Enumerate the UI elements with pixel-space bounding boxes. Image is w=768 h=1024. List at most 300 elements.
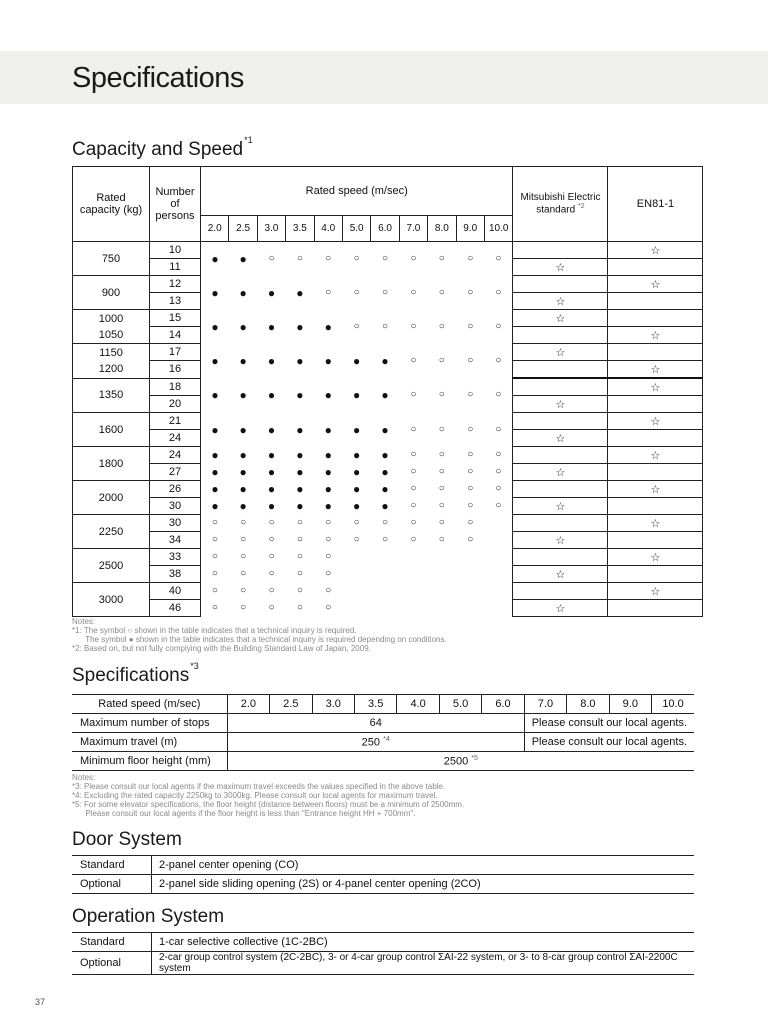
- capacity-row: [73, 481, 703, 498]
- spec-consult-text: Please consult our local agents.: [524, 714, 694, 733]
- specifications-notes: [72, 773, 464, 818]
- persons-cell: 21: [150, 413, 201, 430]
- en81-mark: [608, 310, 703, 327]
- operation-row-optional: [72, 952, 694, 975]
- mitsubishi-standard-mark: ☆: [513, 532, 608, 549]
- persons-cell: 11: [150, 259, 201, 276]
- speed-symbol: ○: [325, 585, 332, 596]
- speed-symbol: ●: [296, 353, 304, 368]
- persons-cell: 13: [150, 293, 201, 310]
- speed-symbol: ●: [324, 499, 332, 513]
- spec-row-max-stops: [72, 714, 694, 733]
- capacity-row: [73, 600, 703, 617]
- speed-header-cell: 5.0: [342, 215, 370, 241]
- persons-cell: 27: [150, 464, 201, 481]
- speed-symbol: ●: [267, 353, 276, 368]
- speed-symbol: ○: [268, 585, 275, 596]
- speed-symbol: ●: [353, 448, 361, 462]
- speed-symbol: ●: [324, 319, 332, 334]
- capacity-cell: [73, 276, 150, 310]
- speed-symbol: ○: [410, 500, 417, 511]
- speed-symbol: ●: [267, 499, 276, 513]
- speed-symbol: ○: [325, 517, 332, 528]
- operation-system-heading: Operation System: [72, 906, 225, 927]
- speed-header-cell: 2.0: [201, 215, 229, 241]
- capacity-value: 1600: [98, 423, 124, 436]
- speed-symbol: ●: [267, 422, 276, 437]
- speed-symbol: ○: [268, 534, 275, 545]
- en81-mark: ☆: [608, 447, 703, 464]
- speed-symbol: ○: [325, 534, 332, 545]
- note-line: *3: Please consult our local agents if the maximum travel exceeds the values specified in the above table.: [72, 782, 446, 791]
- capacity-value: 2500: [98, 559, 124, 572]
- speed-header-cell: 2.5: [229, 215, 257, 241]
- speed-symbol: ○: [467, 483, 474, 494]
- speed-symbol: ●: [239, 388, 247, 403]
- speed-symbol: [484, 515, 513, 532]
- persons-cell: 20: [150, 396, 201, 413]
- speed-symbol: ○: [240, 602, 247, 613]
- speed-symbol: [456, 583, 484, 600]
- capacity-row: [73, 242, 703, 259]
- speed-symbol: ○: [268, 252, 275, 264]
- en81-mark: ☆: [608, 515, 703, 532]
- speed-symbol: ○: [325, 252, 332, 264]
- speed-header-cell: 6.0: [371, 215, 399, 241]
- speed-symbol: ○: [467, 252, 474, 264]
- speed-symbol: ○: [410, 466, 417, 477]
- speed-symbol: ●: [324, 353, 332, 368]
- speed-symbol: ●: [211, 319, 219, 334]
- speed-symbol: ●: [267, 482, 276, 496]
- speed-symbol: ○: [410, 483, 417, 494]
- speed-symbol: ●: [324, 388, 332, 403]
- speed-symbol: ●: [239, 319, 247, 334]
- speed-symbol: ○: [382, 286, 389, 298]
- speed-symbol: ○: [211, 551, 218, 562]
- operation-system-table: [72, 932, 694, 975]
- speed-symbol: ●: [211, 388, 219, 403]
- en81-mark: ☆: [608, 242, 703, 259]
- mitsubishi-standard-mark: [513, 515, 608, 532]
- speed-symbol: [428, 583, 456, 600]
- mitsubishi-standard-mark: ☆: [513, 344, 608, 361]
- speed-symbol: ●: [211, 251, 219, 266]
- speed-header-cell: 10.0: [484, 215, 513, 241]
- specifications-table: [72, 694, 694, 771]
- speed-symbol: ●: [211, 422, 219, 437]
- mitsubishi-standard-mark: [513, 481, 608, 498]
- speed-symbol: ●: [211, 465, 219, 479]
- speed-symbol: ○: [353, 286, 360, 298]
- mitsubishi-standard-mark: ☆: [513, 430, 608, 447]
- en81-mark: ☆: [608, 276, 703, 293]
- capacity-value: 2250: [98, 525, 124, 538]
- spec-row-label: Minimum floor height (mm): [72, 752, 227, 771]
- capacity-heading-text: Capacity and Speed: [72, 139, 244, 160]
- spec-speed-label: Rated speed (m/sec): [72, 695, 227, 714]
- en81-mark: [608, 259, 703, 276]
- spec-speed-cell: 6.0: [482, 695, 524, 714]
- spec-row-min-floor-height: [72, 752, 694, 771]
- speed-symbol: ●: [381, 422, 389, 437]
- persons-cell: 33: [150, 549, 201, 566]
- en81-mark: [608, 532, 703, 549]
- speed-symbol: ○: [484, 498, 513, 515]
- note-line: *1: The symbol ○ shown in the table indicates that a technical inquiry is required.: [72, 626, 357, 635]
- capacity-value: 2000: [98, 491, 124, 504]
- speed-symbol: ●: [324, 482, 332, 496]
- mitsubishi-standard-mark: [513, 378, 608, 396]
- capacity-value: 1350: [98, 389, 124, 402]
- persons-cell: 30: [150, 498, 201, 515]
- speed-symbol: ○: [382, 320, 389, 332]
- spec-speed-cell: 2.5: [270, 695, 312, 714]
- speed-symbol: ○: [353, 320, 360, 332]
- header-number-of-persons: Number of persons: [150, 167, 201, 242]
- capacity-row: [73, 566, 703, 583]
- door-row-value: 2-panel side sliding opening (2S) or 4-panel center opening (2CO): [152, 875, 695, 894]
- speed-symbol: ○: [484, 242, 513, 276]
- spec-speed-cell: 3.5: [354, 695, 396, 714]
- spec-consult-text: Please consult our local agents.: [524, 733, 694, 752]
- speed-symbol: ○: [467, 466, 474, 477]
- mitsubishi-standard-mark: [513, 413, 608, 430]
- speed-symbol: ○: [240, 534, 247, 545]
- capacity-value: 1800: [98, 457, 124, 470]
- speed-symbol: ○: [484, 276, 513, 310]
- speed-symbol: ●: [324, 465, 332, 479]
- mitsubishi-standard-mark: [513, 276, 608, 293]
- speed-symbol: ○: [484, 413, 513, 447]
- note-line: Please consult our local agents if the floor height is less than "Entrance height HH + 700mm".: [72, 809, 416, 818]
- speed-symbol: ○: [296, 568, 303, 579]
- mitsubishi-standard-mark: ☆: [513, 396, 608, 413]
- spec-value-ref: *4: [383, 735, 390, 743]
- speed-symbol: ●: [211, 353, 219, 368]
- door-row-label: Optional: [72, 875, 152, 894]
- speed-symbol: ○: [353, 517, 360, 528]
- speed-symbol: ●: [381, 353, 389, 368]
- speed-header-cell: 9.0: [456, 215, 484, 241]
- persons-cell: 38: [150, 566, 201, 583]
- spec-speed-cell: 5.0: [439, 695, 481, 714]
- header-mitsubishi-standard: [513, 167, 608, 242]
- speed-symbol: ●: [296, 465, 304, 479]
- en81-mark: [608, 396, 703, 413]
- capacity-cell: [73, 515, 150, 549]
- speed-symbol: ●: [381, 482, 389, 496]
- speed-symbol: ●: [239, 499, 247, 513]
- en81-mark: ☆: [608, 361, 703, 379]
- capacity-cell: [73, 481, 150, 515]
- speed-symbol: ○: [268, 602, 275, 613]
- capacity-row: [73, 310, 703, 327]
- speed-symbol: ○: [438, 449, 445, 460]
- capacity-row: [73, 276, 703, 293]
- speed-symbol: ○: [438, 423, 445, 435]
- persons-cell: 15: [150, 310, 201, 327]
- speed-symbol: ●: [353, 482, 361, 496]
- persons-cell: 24: [150, 430, 201, 447]
- speed-symbol: ○: [438, 389, 445, 401]
- speed-symbol: [484, 583, 513, 600]
- speed-symbol: ○: [410, 252, 417, 264]
- speed-symbol: ○: [296, 252, 303, 264]
- speed-symbol: ○: [438, 466, 445, 477]
- capacity-cell: [73, 310, 150, 344]
- speed-symbol: [399, 600, 427, 617]
- speed-symbol: [456, 566, 484, 583]
- speed-symbol: [428, 566, 456, 583]
- speed-symbol: ●: [353, 388, 361, 403]
- speed-symbol: ●: [296, 499, 304, 513]
- speed-symbol: ○: [410, 320, 417, 332]
- speed-header-cell: 8.0: [428, 215, 456, 241]
- note-line: *2: Based on, but not fully complying with the Building Standard Law of Japan, 2009.: [72, 644, 371, 653]
- capacity-row: [73, 583, 703, 600]
- persons-cell: 46: [150, 600, 201, 617]
- capacity-row: [73, 532, 703, 549]
- spec-row-label: Maximum number of stops: [72, 714, 227, 733]
- spec-row-max-travel: [72, 733, 694, 752]
- spec-speed-row: [72, 695, 694, 714]
- speed-symbol: ○: [410, 449, 417, 460]
- capacity-value: 1200: [98, 362, 124, 375]
- header-en81: EN81-1: [608, 167, 703, 242]
- speed-symbol: ○: [353, 534, 360, 545]
- capacity-row: [73, 413, 703, 430]
- spec-value-cell: [227, 733, 524, 752]
- capacity-row: [73, 378, 703, 396]
- spec-value-ref: *5: [471, 754, 478, 762]
- speed-symbol: ○: [325, 568, 332, 579]
- speed-symbol: ○: [410, 517, 417, 528]
- speed-symbol: ○: [382, 534, 389, 545]
- persons-cell: 18: [150, 378, 201, 396]
- note-line: Notes:: [72, 617, 96, 626]
- capacity-row: [73, 549, 703, 566]
- speed-header-cell: 3.5: [286, 215, 314, 241]
- capacity-cell: [73, 447, 150, 481]
- speed-symbol: ●: [267, 319, 276, 334]
- capacity-cell: [73, 378, 150, 413]
- speed-symbol: ●: [353, 422, 361, 437]
- operation-row-value: 1-car selective collective (1C-2BC): [152, 933, 695, 952]
- speed-symbol: ○: [438, 517, 445, 528]
- speed-header-cell: 3.0: [257, 215, 285, 241]
- capacity-row: [73, 515, 703, 532]
- speed-symbol: ●: [239, 353, 247, 368]
- speed-symbol: ●: [296, 285, 304, 300]
- page-number: 37: [35, 997, 46, 1007]
- capacity-cell: [73, 242, 150, 276]
- speed-symbol: ○: [467, 517, 474, 528]
- speed-symbol: [399, 583, 427, 600]
- header-mitsubishi-ref: *2: [577, 203, 585, 211]
- mitsubishi-standard-mark: ☆: [513, 259, 608, 276]
- speed-symbol: ●: [324, 422, 332, 437]
- mitsubishi-standard-mark: ☆: [513, 600, 608, 617]
- speed-symbol: ○: [410, 423, 417, 435]
- capacity-value: 1000: [98, 312, 124, 325]
- capacity-value: 1150: [99, 346, 123, 359]
- speed-symbol: [428, 600, 456, 617]
- speed-symbol: ○: [211, 534, 218, 545]
- speed-symbol: ○: [484, 464, 513, 481]
- en81-mark: ☆: [608, 378, 703, 396]
- speed-symbol: ●: [239, 482, 247, 496]
- speed-symbol: ○: [467, 534, 474, 545]
- speed-symbol: ○: [467, 286, 474, 298]
- speed-symbol: ○: [296, 517, 303, 528]
- mitsubishi-standard-mark: [513, 549, 608, 566]
- door-row-optional: [72, 875, 694, 894]
- persons-cell: 30: [150, 515, 201, 532]
- speed-symbol: ○: [484, 310, 513, 344]
- speed-symbol: ●: [239, 285, 247, 300]
- en81-mark: ☆: [608, 481, 703, 498]
- speed-symbol: ○: [438, 354, 445, 366]
- en81-mark: [608, 430, 703, 447]
- speed-symbol: ●: [296, 319, 304, 334]
- mitsubishi-standard-mark: ☆: [513, 293, 608, 310]
- speed-symbol: [371, 583, 399, 600]
- speed-symbol: [484, 532, 513, 549]
- mitsubishi-standard-mark: ☆: [513, 310, 608, 327]
- persons-cell: 14: [150, 327, 201, 344]
- capacity-cell: [73, 549, 150, 583]
- speed-symbol: ○: [296, 602, 303, 613]
- speed-symbol: ○: [382, 517, 389, 528]
- operation-row-label: Optional: [72, 952, 152, 975]
- page-title: Specifications: [72, 62, 244, 94]
- en81-mark: ☆: [608, 327, 703, 344]
- speed-symbol: ●: [211, 499, 219, 513]
- persons-cell: 40: [150, 583, 201, 600]
- en81-mark: [608, 464, 703, 481]
- persons-cell: 10: [150, 242, 201, 259]
- note-line: Notes:: [72, 773, 96, 782]
- speed-symbol: ●: [267, 465, 276, 479]
- speed-symbol: ●: [211, 482, 219, 496]
- speed-symbol: [371, 549, 399, 566]
- speed-symbol: ●: [381, 465, 389, 479]
- en81-mark: ☆: [608, 549, 703, 566]
- header-mitsubishi-text: Mitsubishi Electric standard: [520, 192, 601, 216]
- speed-symbol: ○: [438, 483, 445, 494]
- speed-symbol: ○: [240, 517, 247, 528]
- specifications-heading-text: Specifications: [72, 665, 190, 686]
- speed-symbol: ●: [267, 285, 276, 300]
- speed-symbol: [342, 583, 370, 600]
- speed-symbol: ○: [268, 517, 275, 528]
- speed-symbol: [342, 549, 370, 566]
- capacity-heading: [72, 135, 253, 161]
- speed-symbol: ●: [381, 499, 389, 513]
- specifications-heading-ref: *3: [190, 661, 199, 671]
- spec-speed-cell: 8.0: [567, 695, 609, 714]
- speed-symbol: ○: [410, 354, 417, 366]
- speed-symbol: ●: [239, 448, 247, 462]
- mitsubishi-standard-mark: [513, 447, 608, 464]
- capacity-notes: [72, 617, 447, 653]
- speed-symbol: [456, 600, 484, 617]
- speed-header-cell: 4.0: [314, 215, 342, 241]
- specifications-heading: [72, 661, 199, 687]
- header-rated-speed: Rated speed (m/sec): [201, 167, 513, 216]
- speed-symbol: ○: [410, 534, 417, 545]
- speed-symbol: ○: [211, 517, 218, 528]
- en81-mark: [608, 498, 703, 515]
- en81-mark: ☆: [608, 583, 703, 600]
- speed-symbol: ●: [267, 388, 276, 403]
- capacity-heading-ref: *1: [244, 135, 253, 145]
- speed-symbol: ○: [240, 568, 247, 579]
- speed-symbol: ○: [438, 286, 445, 298]
- capacity-speed-table: [72, 166, 703, 617]
- speed-symbol: ●: [381, 448, 389, 462]
- speed-symbol: ●: [296, 422, 304, 437]
- door-row-standard: [72, 856, 694, 875]
- operation-row-value: 2-car group control system (2C-2BC), 3- or 4-car group control ΣAI-22 system, or 3- to 8-car group control ΣAI-2200C system: [152, 952, 695, 975]
- speed-symbol: [456, 549, 484, 566]
- capacity-cell: [73, 413, 150, 447]
- speed-symbol: ○: [268, 568, 275, 579]
- speed-symbol: ●: [211, 285, 219, 300]
- speed-symbol: [342, 566, 370, 583]
- speed-symbol: ●: [296, 388, 304, 403]
- spec-value: 64: [227, 714, 524, 733]
- speed-symbol: ○: [467, 449, 474, 460]
- speed-symbol: ○: [268, 551, 275, 562]
- speed-symbol: ○: [211, 585, 218, 596]
- en81-mark: [608, 293, 703, 310]
- persons-cell: 16: [150, 361, 201, 379]
- header-rated-capacity: Rated capacity (kg): [73, 167, 150, 242]
- speed-symbol: ○: [484, 378, 513, 413]
- speed-symbol: ○: [325, 551, 332, 562]
- speed-symbol: [484, 566, 513, 583]
- spec-value-cell: [227, 752, 694, 771]
- speed-symbol: [484, 549, 513, 566]
- capacity-cell: [73, 344, 150, 379]
- speed-symbol: [371, 566, 399, 583]
- mitsubishi-standard-mark: [513, 327, 608, 344]
- speed-symbol: ●: [296, 448, 304, 462]
- speed-symbol: [484, 600, 513, 617]
- capacity-row: [73, 344, 703, 361]
- spec-value: 2500: [443, 755, 469, 768]
- speed-symbol: ○: [382, 252, 389, 264]
- speed-symbol: ●: [381, 388, 389, 403]
- persons-cell: 24: [150, 447, 201, 464]
- speed-symbol: ○: [296, 585, 303, 596]
- en81-mark: [608, 566, 703, 583]
- mitsubishi-standard-mark: [513, 583, 608, 600]
- spec-speed-cell: 2.0: [227, 695, 269, 714]
- door-system-table: [72, 855, 694, 894]
- persons-cell: 26: [150, 481, 201, 498]
- speed-symbol: ○: [484, 344, 513, 379]
- mitsubishi-standard-mark: ☆: [513, 498, 608, 515]
- en81-mark: [608, 600, 703, 617]
- speed-symbol: ○: [410, 286, 417, 298]
- speed-symbol: ○: [240, 585, 247, 596]
- speed-symbol: [399, 566, 427, 583]
- spec-speed-cell: 7.0: [524, 695, 566, 714]
- speed-symbol: [428, 549, 456, 566]
